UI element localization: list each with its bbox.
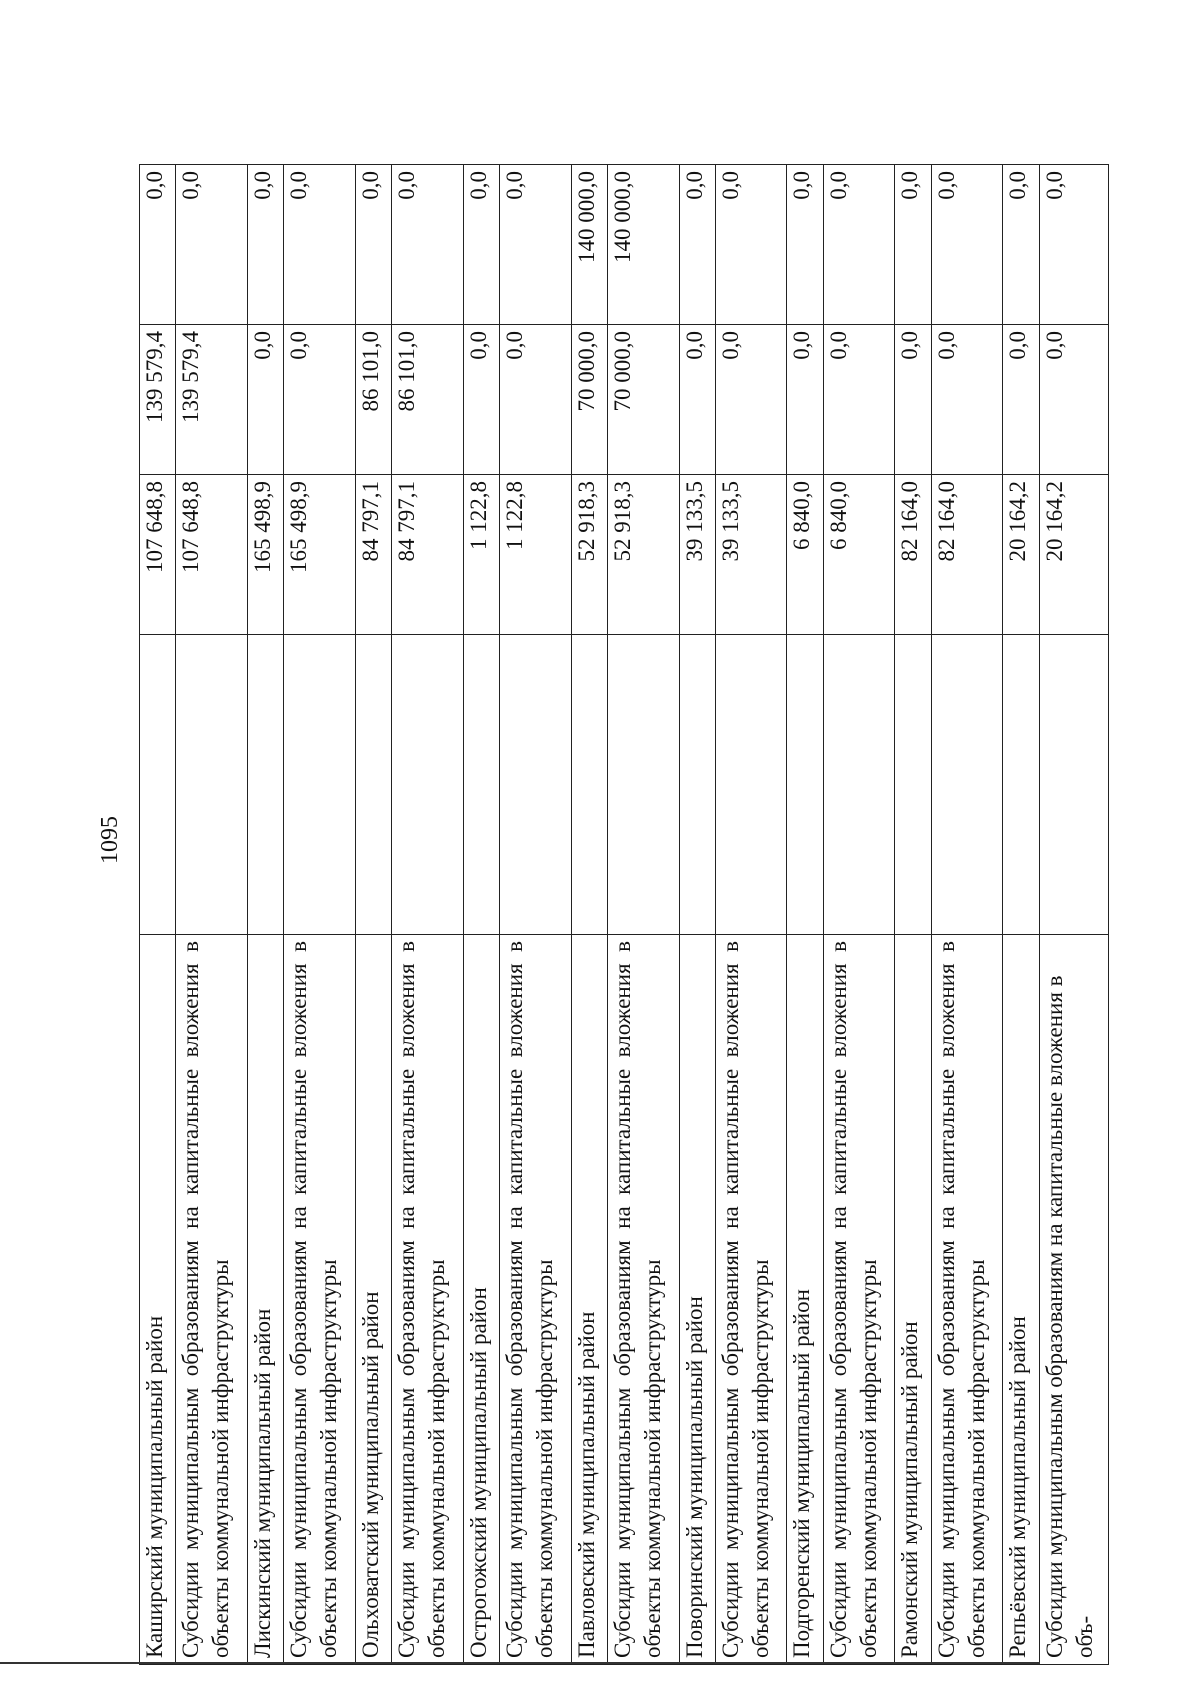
row-value-2-cell: 0,0 xyxy=(284,325,356,475)
row-code-cell xyxy=(823,635,895,935)
table-row xyxy=(1039,165,1108,1665)
row-value-3-cell: 0,0 xyxy=(140,165,176,325)
row-value-1-cell: 84 797,1 xyxy=(392,475,464,635)
row-name-cell: Субсидии муниципальным образованиям на капитальные вложения в объекты коммунальной инфраструктуры xyxy=(931,935,1003,1665)
row-value-2-cell: 0,0 xyxy=(715,325,787,475)
table-row xyxy=(715,165,787,1665)
row-value-1-cell: 165 498,9 xyxy=(284,475,356,635)
row-name-cell: Субсидии муниципальным образованиям на капитальные вложения в объекты коммунальной инфраструктуры xyxy=(607,935,679,1665)
table-row xyxy=(1003,165,1039,1665)
row-value-1-cell: 20 164,2 xyxy=(1039,475,1108,635)
row-value-3-cell: 0,0 xyxy=(1003,165,1039,325)
row-value-3-cell: 0,0 xyxy=(931,165,1003,325)
row-value-1-cell: 82 164,0 xyxy=(895,475,931,635)
budget-table xyxy=(139,164,1109,1665)
row-value-2-cell: 0,0 xyxy=(679,325,715,475)
row-value-2-cell: 0,0 xyxy=(931,325,1003,475)
row-value-2-cell: 70 000,0 xyxy=(571,325,607,475)
row-code-cell xyxy=(679,635,715,935)
table-row xyxy=(500,165,572,1665)
row-value-3-cell: 0,0 xyxy=(787,165,823,325)
row-value-3-cell: 140 000,0 xyxy=(571,165,607,325)
row-name-cell: Репьёвский муниципальный район xyxy=(1003,935,1039,1665)
budget-table-container xyxy=(139,165,1109,1665)
row-value-1-cell: 1 122,8 xyxy=(500,475,572,635)
row-value-1-cell: 6 840,0 xyxy=(787,475,823,635)
row-value-1-cell: 52 918,3 xyxy=(571,475,607,635)
row-code-cell xyxy=(715,635,787,935)
row-code-cell xyxy=(607,635,679,935)
row-value-2-cell: 0,0 xyxy=(463,325,499,475)
row-value-1-cell: 52 918,3 xyxy=(607,475,679,635)
row-name-cell: Лискинский муниципальный район xyxy=(247,935,283,1665)
row-name-cell: Субсидии муниципальным образованиям на капитальные вложения в объекты коммунальной инфраструктуры xyxy=(823,935,895,1665)
row-value-3-cell: 0,0 xyxy=(176,165,248,325)
row-value-3-cell: 0,0 xyxy=(392,165,464,325)
table-row xyxy=(392,165,464,1665)
row-value-1-cell: 39 133,5 xyxy=(715,475,787,635)
row-code-cell xyxy=(931,635,1003,935)
row-value-2-cell: 0,0 xyxy=(823,325,895,475)
row-code-cell xyxy=(392,635,464,935)
row-name-cell: Субсидии муниципальным образованиям на капитальные вложения в объ- xyxy=(1039,935,1108,1665)
row-value-3-cell: 0,0 xyxy=(284,165,356,325)
table-row xyxy=(355,165,391,1665)
row-code-cell xyxy=(140,635,176,935)
row-name-cell: Субсидии муниципальным образованиям на капитальные вложения в объекты коммунальной инфраструктуры xyxy=(284,935,356,1665)
row-value-1-cell: 82 164,0 xyxy=(931,475,1003,635)
table-row xyxy=(931,165,1003,1665)
row-name-cell: Подгоренский муниципальный район xyxy=(787,935,823,1665)
table-row xyxy=(679,165,715,1665)
table-row xyxy=(284,165,356,1665)
row-value-3-cell: 0,0 xyxy=(463,165,499,325)
row-code-cell xyxy=(176,635,248,935)
row-code-cell xyxy=(500,635,572,935)
row-value-3-cell: 140 000,0 xyxy=(607,165,679,325)
row-value-1-cell: 107 648,8 xyxy=(140,475,176,635)
row-value-1-cell: 1 122,8 xyxy=(463,475,499,635)
row-code-cell xyxy=(463,635,499,935)
page-number: 1095 xyxy=(97,816,123,864)
row-value-2-cell: 0,0 xyxy=(895,325,931,475)
row-value-2-cell: 139 579,4 xyxy=(140,325,176,475)
row-value-3-cell: 0,0 xyxy=(895,165,931,325)
row-name-cell: Субсидии муниципальным образованиям на капитальные вложения в объекты коммунальной инфраструктуры xyxy=(176,935,248,1665)
row-code-cell xyxy=(1003,635,1039,935)
table-row xyxy=(823,165,895,1665)
page-bottom-rule xyxy=(0,1662,1040,1664)
row-code-cell xyxy=(284,635,356,935)
row-value-2-cell: 0,0 xyxy=(500,325,572,475)
row-name-cell: Рамонский муниципальный район xyxy=(895,935,931,1665)
row-code-cell xyxy=(355,635,391,935)
row-value-2-cell: 0,0 xyxy=(247,325,283,475)
row-value-2-cell: 70 000,0 xyxy=(607,325,679,475)
row-value-1-cell: 107 648,8 xyxy=(176,475,248,635)
row-value-2-cell: 0,0 xyxy=(787,325,823,475)
row-code-cell xyxy=(787,635,823,935)
row-name-cell: Субсидии муниципальным образованиям на капитальные вложения в объекты коммунальной инфраструктуры xyxy=(715,935,787,1665)
row-value-1-cell: 20 164,2 xyxy=(1003,475,1039,635)
row-value-2-cell: 0,0 xyxy=(1003,325,1039,475)
row-name-cell: Павловский муниципальный район xyxy=(571,935,607,1665)
row-value-1-cell: 39 133,5 xyxy=(679,475,715,635)
table-row xyxy=(247,165,283,1665)
row-value-3-cell: 0,0 xyxy=(823,165,895,325)
row-value-3-cell: 0,0 xyxy=(679,165,715,325)
row-value-2-cell: 139 579,4 xyxy=(176,325,248,475)
row-value-2-cell: 0,0 xyxy=(1039,325,1108,475)
row-code-cell xyxy=(247,635,283,935)
table-row xyxy=(463,165,499,1665)
row-name-cell: Субсидии муниципальным образованиям на капитальные вложения в объекты коммунальной инфраструктуры xyxy=(392,935,464,1665)
row-value-3-cell: 0,0 xyxy=(500,165,572,325)
row-value-1-cell: 6 840,0 xyxy=(823,475,895,635)
row-name-cell: Каширский муниципальный район xyxy=(140,935,176,1665)
table-row xyxy=(176,165,248,1665)
table-row xyxy=(571,165,607,1665)
row-name-cell: Поворинский муниципальный район xyxy=(679,935,715,1665)
row-name-cell: Субсидии муниципальным образованиям на капитальные вложения в объекты коммунальной инфраструктуры xyxy=(500,935,572,1665)
budget-table-body xyxy=(140,165,1109,1665)
row-code-cell xyxy=(571,635,607,935)
row-code-cell xyxy=(1039,635,1108,935)
row-value-1-cell: 84 797,1 xyxy=(355,475,391,635)
row-name-cell: Ольховатский муниципальный район xyxy=(355,935,391,1665)
row-value-3-cell: 0,0 xyxy=(1039,165,1108,325)
table-row xyxy=(787,165,823,1665)
table-row xyxy=(140,165,176,1665)
row-value-3-cell: 0,0 xyxy=(715,165,787,325)
row-code-cell xyxy=(895,635,931,935)
row-value-3-cell: 0,0 xyxy=(355,165,391,325)
row-name-cell: Острогожский муниципальный район xyxy=(463,935,499,1665)
table-row xyxy=(607,165,679,1665)
table-row xyxy=(895,165,931,1665)
row-value-2-cell: 86 101,0 xyxy=(355,325,391,475)
row-value-3-cell: 0,0 xyxy=(247,165,283,325)
row-value-2-cell: 86 101,0 xyxy=(392,325,464,475)
row-value-1-cell: 165 498,9 xyxy=(247,475,283,635)
